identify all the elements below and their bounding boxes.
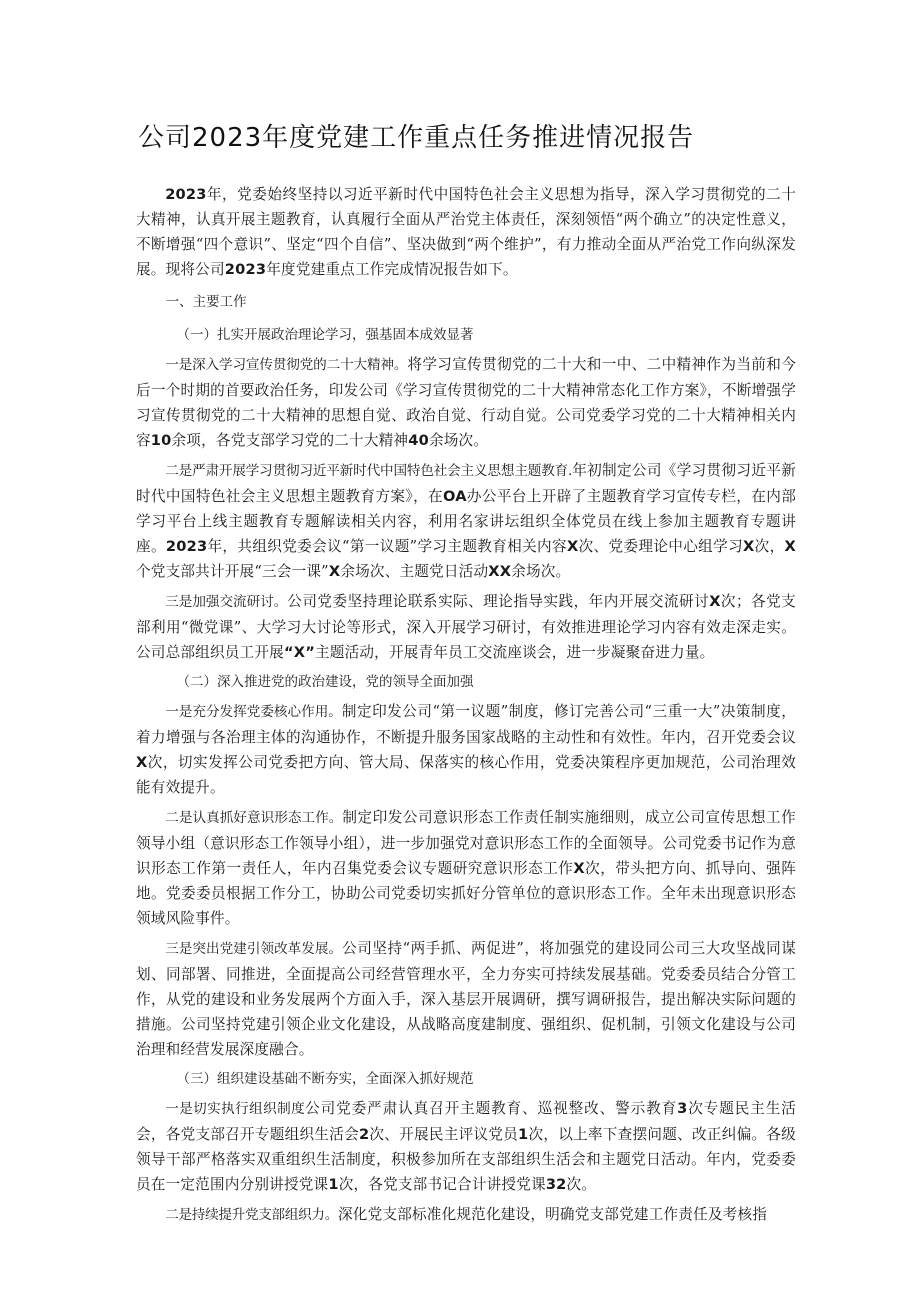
paragraph-lead: 三是加强交流研讨。 bbox=[165, 594, 288, 610]
subsection-heading-1: （一）扎实开展政治理论学习，强基固本成效显著 bbox=[176, 327, 474, 343]
number-value: X bbox=[784, 538, 796, 555]
paragraph-text: 余场次、主题党日活动 bbox=[340, 563, 489, 580]
paragraph-text: 次、开展民主评议党员 bbox=[369, 1126, 519, 1143]
paragraph-text: 余项，各党支部学习党的二十大精神 bbox=[171, 432, 409, 449]
number-value: 1 bbox=[328, 1176, 339, 1193]
paragraph-lead: 一是切实执行组织制度 bbox=[165, 1101, 306, 1117]
intro-year: 2023 bbox=[165, 186, 207, 203]
number-value: 3 bbox=[677, 1100, 688, 1117]
document-title: 公司2023年度党建工作重点任务推进情况报告 bbox=[138, 123, 695, 153]
paragraph-2-1 bbox=[136, 699, 796, 800]
intro-text: 年，党委始终坚持以习近平新时代中国特色社会主义思想为指导，深入学习贯彻党的二十大精神，认真开展主题教育，认真履行全面从严治党主体责任，深刻领悟“两个确立”的决定性意义，不断增强“四个意识”、坚定“四个自信”、坚决做到“两个维护”，有力推动全面从严治党工作向纵深发展。现将公司 bbox=[136, 186, 796, 278]
paragraph-text: 次。 bbox=[566, 1176, 597, 1193]
paragraph-text: 次，切实发挥公司党委把方向、管大局、保落实的核心作用，党委决策程序更加规范，公司治理效能有效提升。 bbox=[136, 754, 796, 796]
paragraph-1-3 bbox=[136, 589, 796, 665]
intro-text-end: 年度党建重点工作完成情况报告如下。 bbox=[266, 261, 518, 278]
number-value: 10 bbox=[150, 432, 172, 449]
paragraph-text: 深化党支部标准化规范化建设，明确党支部党建工作责任及考核指 bbox=[338, 1206, 768, 1223]
paragraph-lead: 一是充分发挥党委核心作用。 bbox=[165, 704, 342, 720]
number-value: X bbox=[328, 563, 341, 580]
paragraph-lead: 二是持续提升党支部组织力。 bbox=[165, 1207, 339, 1223]
subsection-heading-2: （二）深入推进党的政治建设，党的领导全面加强 bbox=[176, 674, 474, 690]
number-value: X bbox=[743, 538, 755, 555]
paragraph-text: 次专题民主生活会，各党支部召开专题组织生活会 bbox=[136, 1100, 796, 1143]
paragraph-3-1 bbox=[136, 1096, 796, 1197]
number-value: 32 bbox=[545, 1176, 567, 1193]
number-value: XX bbox=[488, 563, 512, 580]
document-page bbox=[136, 118, 796, 1233]
intro-year-mid: 2023 bbox=[224, 261, 267, 278]
paragraph-text: 余场次。 bbox=[511, 563, 571, 580]
number-value: X bbox=[136, 754, 148, 771]
paragraph-text: 公司党委坚持理论联系实际、理论指导实践，年内开展交流研讨 bbox=[287, 593, 710, 610]
paragraph-text: 次，带头把方向、抓导向、强阵地。党委委员根据工作分工，协助公司党委切实抓好分管单位的意识形态工作。全年未出现意识形态领域风险事件。 bbox=[136, 860, 796, 927]
paragraph-lead: 三是突出党建引领改革发展。 bbox=[165, 941, 343, 957]
paragraph-2-2 bbox=[136, 805, 796, 931]
paragraph-1-1 bbox=[136, 352, 796, 453]
number-value: X bbox=[566, 538, 579, 555]
paragraph-text: 公司坚持“两手抓、两促进”，将加强党的建设同公司三大攻坚战同谋划、同部署、同推进，全面提高公司经营管理水平，全力夯实可持续发展基础。党委委员结合分管工作，从党的建设和业务发展两个方面入手，深入基层开展调研，撰写调研报告，提出解决实际问题的措施。公司坚持党建引领企业文化建设，从战略高度建制度、强组织、促机制，引领文化建设与公司治理和经营发展深度融合。 bbox=[136, 940, 797, 1058]
paragraph-text: 次， bbox=[754, 538, 785, 555]
paragraph-lead: 二是严肃开展学习贯彻习近平新时代中国特色社会主义思想主题教育. bbox=[165, 463, 573, 479]
number-value: 1 bbox=[518, 1126, 529, 1143]
number-value: 2023 bbox=[165, 538, 208, 555]
paragraph-text: 次、党委理论中心组学习 bbox=[578, 538, 744, 555]
paragraph-text: 制定印发公司意识形态工作责任制实施细则，成立公司宣传思想工作领导小组（意识形态工作领导小组），进一步加强党对意识形态工作的全面领导。公司党委书记作为意识形态工作第一责任人，年内召集党委会议专题研究意识形态工作 bbox=[136, 809, 796, 877]
paragraph-2-3 bbox=[136, 936, 796, 1062]
number-value: X bbox=[573, 860, 585, 877]
subsection-heading-3: （三）组织建设基础不断夯实，全面深入抓好规范 bbox=[176, 1071, 474, 1087]
paragraph-text: 次，各党支部书记合计讲授党课 bbox=[338, 1176, 546, 1193]
intro-paragraph bbox=[136, 182, 796, 282]
paragraph-text: 办公平台上开辟了主题教育学习宣传专栏，在内部学习平台上线主题教育专题解读相关内容，利用名家讲坛组织全体党员在线上参加主题教育专题讲座。 bbox=[136, 488, 797, 555]
paragraph-text: 公司党委严肃认真召开主题教育、巡视整改、警示教育 bbox=[305, 1100, 678, 1117]
number-value: X bbox=[709, 593, 721, 610]
number-value: 2 bbox=[358, 1126, 370, 1143]
number-value: “X” bbox=[283, 644, 315, 661]
paragraph-1-2 bbox=[136, 458, 796, 584]
section-heading-main-work: 一、主要工作 bbox=[165, 294, 247, 310]
paragraph-text: 余场次。 bbox=[428, 432, 489, 449]
paragraph-text: 主题活动，开展青年员工交流座谈会，进一步凝聚奋进力量。 bbox=[315, 644, 715, 661]
paragraph-text: 年初制定公司《学习贯彻习近平新时代中国特色社会主义思想主题教育方案》，在 bbox=[136, 462, 796, 505]
paragraph-text: 次；各党支部利用“微党课”、大学习大讨论等形式，深入开展学习研讨，有效推进理论学习内容有效走深走实。公司总部组织员工开展 bbox=[136, 593, 796, 661]
paragraph-lead: 一是深入学习宣传贯彻党的二十大精神。 bbox=[165, 357, 408, 373]
paragraph-text: 个党支部共计开展“三会一课” bbox=[136, 563, 329, 580]
paragraph-text: 年，共组织党委会议“第一议题”学习主题教育相关内容 bbox=[207, 538, 567, 555]
paragraph-lead: 二是认真抓好意识形态工作。 bbox=[165, 810, 343, 826]
paragraph-text: 将学习宣传贯彻党的二十大和一中、二中精神作为当前和今后一个时期的首要政治任务，印发公司《学习宣传贯彻党的二十大精神常态化工作方案》，不断增强学习宣传贯彻党的二十大精神的思想自觉、政治自觉、行动自觉。公司党委学习党的二十大精神相关内容 bbox=[136, 356, 796, 449]
number-value: 40 bbox=[408, 432, 429, 449]
paragraph-text: 制定印发公司“第一议题”制度，修订完善公司“三重一大”决策制度，着力增强与各治理主体的沟通协作，不断提升服务国家战略的主动性和有效性。年内，召开党委会议 bbox=[136, 703, 796, 746]
paragraph-text: 次，以上率下查摆问题、改正纠偏。各级领导干部严格落实双重组织生活制度，积极参加所在支部组织生活会和主题党日活动。年内，党委委员在一定范围内分别讲授党课 bbox=[136, 1126, 796, 1193]
paragraph-3-2 bbox=[136, 1202, 796, 1228]
number-value: OA bbox=[443, 488, 467, 505]
